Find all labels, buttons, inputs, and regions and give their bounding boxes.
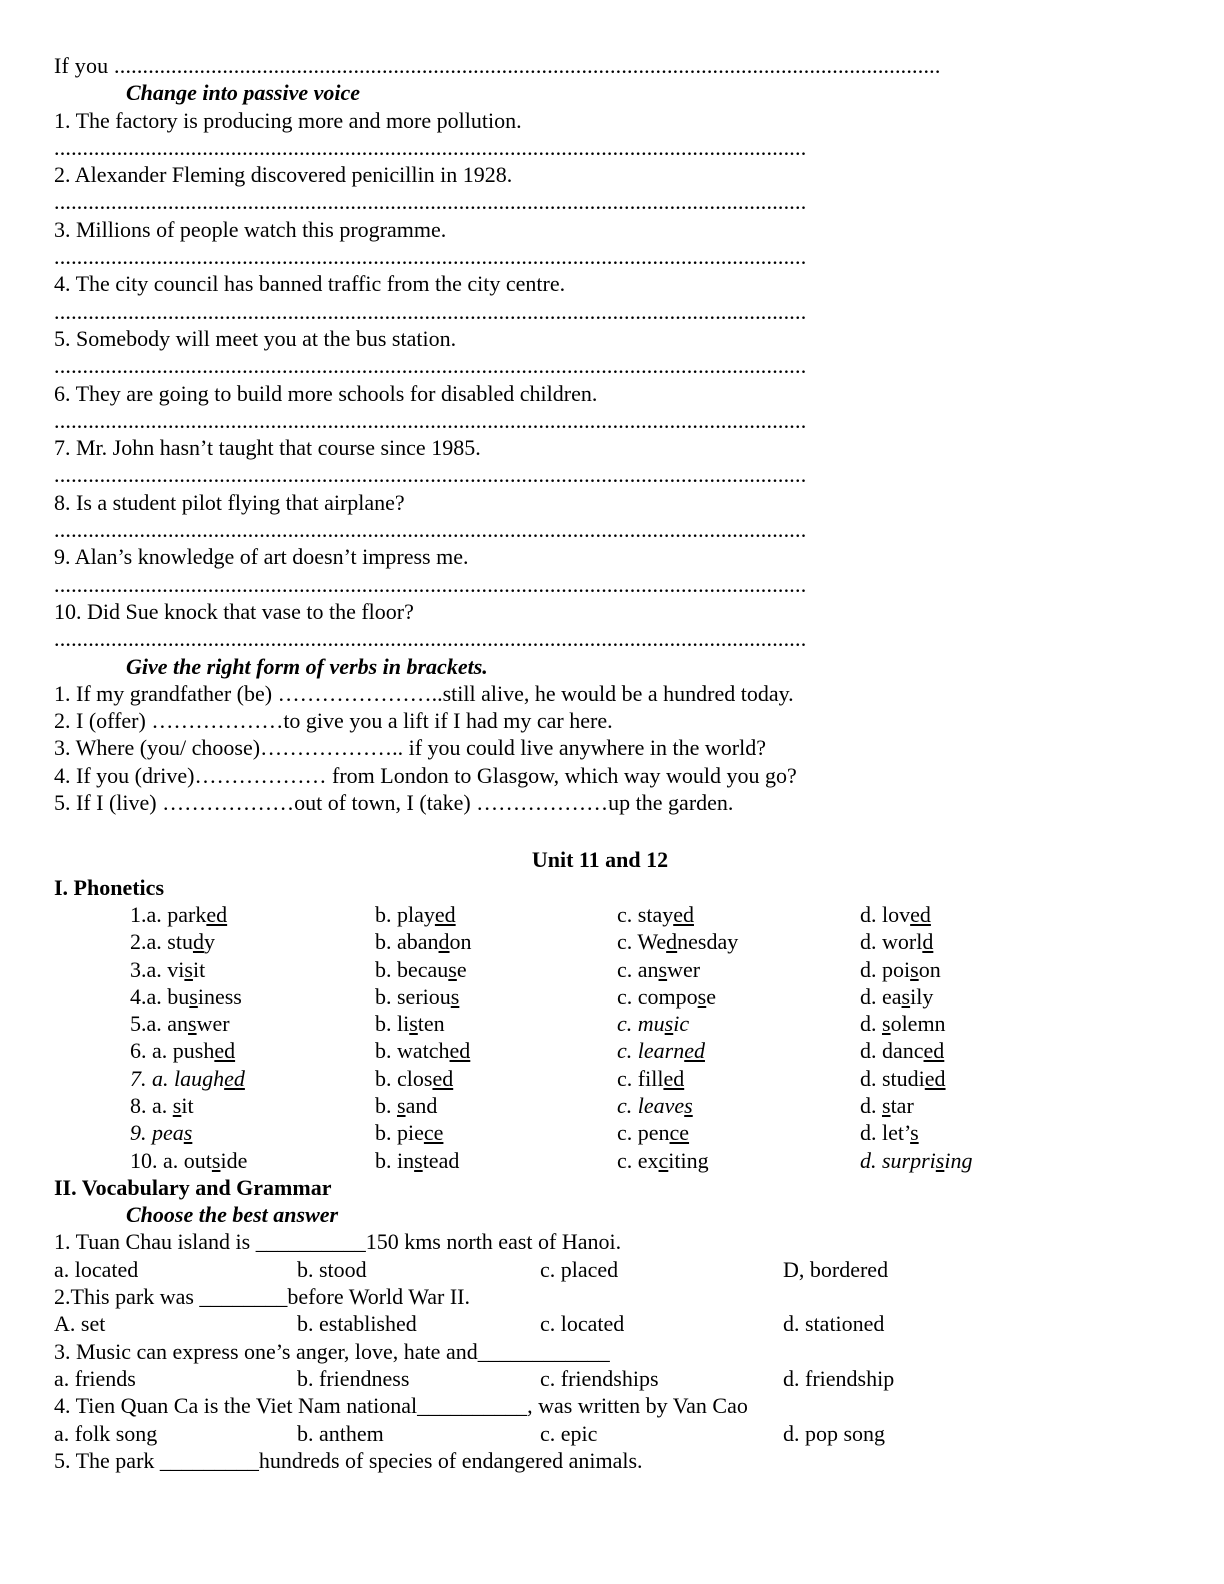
answer-options-row	[54, 1256, 1174, 1283]
phonetics-row	[54, 1092, 1174, 1119]
underlined-sound: s	[882, 1092, 891, 1118]
unit-title: Unit 11 and 12	[531, 847, 669, 873]
phonetics-option	[375, 901, 456, 928]
phonetics-option	[617, 1065, 684, 1092]
phonetics-option	[617, 901, 694, 928]
phonetics-option	[375, 1119, 443, 1146]
phonetics-option	[860, 901, 931, 928]
underlined-sound: ed	[684, 1038, 705, 1064]
option-text: c. compo	[617, 983, 698, 1009]
phonetics-row	[54, 901, 1174, 928]
underlined-sound: ed	[924, 1065, 946, 1091]
phonetics-row	[54, 1119, 1174, 1146]
option-text: ide	[220, 1147, 248, 1173]
answer-option[interactable]: a. located	[54, 1256, 139, 1282]
passive-answer-line[interactable]: ....................................................................................................................................	[54, 462, 807, 488]
answer-options-row	[54, 1365, 1174, 1392]
verb-item: 3. Where (you/ choose)……………….. if you could live anywhere in the world?	[54, 735, 766, 761]
passive-answer-line[interactable]: ....................................................................................................................................	[54, 626, 807, 652]
passive-item: 7. Mr. John hasn’t taught that course since 1985.	[54, 435, 481, 461]
question-text: 4. Tien Quan Ca is the Viet Nam national__________, was written by Van Cao	[54, 1393, 748, 1419]
vocab-list	[54, 1228, 1174, 1474]
option-text: c. an	[617, 956, 659, 982]
option-text: 6. a. push	[130, 1038, 215, 1064]
option-text: tar	[890, 1092, 914, 1118]
option-text: b. pie	[375, 1120, 424, 1146]
answer-options-row	[54, 1420, 1174, 1447]
vocab-subheading: Choose the best answer	[126, 1202, 339, 1228]
passive-heading: Change into passive voice	[126, 80, 361, 106]
underlined-sound: s	[409, 1011, 418, 1037]
option-text: and	[405, 1092, 438, 1118]
passive-answer-line[interactable]: ....................................................................................................................................	[54, 189, 807, 215]
option-text: d. surpri	[860, 1147, 936, 1173]
underlined-sound: s	[414, 1147, 423, 1173]
underlined-sound: s	[901, 983, 911, 1009]
underlined-sound: s	[188, 1011, 197, 1037]
answer-option[interactable]: c. epic	[540, 1420, 598, 1446]
verb-item: 2. I (offer) ………………to give you a lift if I had my car here.	[54, 708, 613, 734]
option-text: e	[706, 983, 716, 1009]
answer-option[interactable]: d. pop song	[783, 1420, 886, 1446]
passive-answer-line[interactable]: ....................................................................................................................................	[54, 298, 807, 324]
verb-item: 4. If you (drive)……………… from London to Glasgow, which way would you go?	[54, 762, 797, 788]
option-text: d.	[860, 1011, 882, 1037]
passive-answer-line[interactable]: ....................................................................................................................................	[54, 353, 807, 379]
option-text: nesday	[677, 929, 739, 955]
option-text: ily	[910, 983, 934, 1009]
option-text: 2.a. stu	[130, 929, 193, 955]
phonetics-option	[130, 1092, 194, 1119]
phonetics-option	[617, 1037, 705, 1064]
verbs-heading: Give the right form of verbs in brackets.	[126, 653, 488, 679]
phonetics-option	[130, 1010, 230, 1037]
option-text: b. becau	[375, 956, 449, 982]
option-text: 7. a. laugh	[130, 1065, 225, 1091]
phonetics-option	[130, 1065, 245, 1092]
underlined-sound: ed	[673, 901, 694, 927]
option-text: c. ex	[617, 1147, 659, 1173]
answer-options-row	[54, 1310, 1174, 1337]
phonetics-option	[860, 1065, 946, 1092]
option-text: c. pen	[617, 1120, 670, 1146]
phonetics-option	[617, 1010, 689, 1037]
underlined-sound: s	[882, 1011, 891, 1037]
underlined-sound: s	[658, 956, 668, 982]
answer-option[interactable]: b. anthem	[297, 1420, 384, 1446]
option-text: 3.a. vi	[130, 956, 185, 982]
option-text: b. li	[375, 1011, 410, 1037]
answer-option[interactable]: b. established	[297, 1311, 417, 1337]
answer-option[interactable]: b. stood	[297, 1256, 367, 1282]
passive-item: 10. Did Sue knock that vase to the floor?	[54, 598, 414, 624]
option-text: 4.a. bu	[130, 983, 190, 1009]
underlined-sound: c	[658, 1147, 669, 1173]
underlined-sound: d	[192, 929, 204, 955]
option-text: 1.a. park	[130, 901, 207, 927]
option-text: 10. a. out	[130, 1147, 212, 1173]
answer-option[interactable]: c. friendships	[540, 1365, 659, 1391]
underlined-sound: s	[448, 956, 457, 982]
option-text: ing	[944, 1147, 973, 1173]
underlined-sound: s	[910, 956, 919, 982]
underlined-sound: ce	[669, 1120, 690, 1146]
phonetics-option	[860, 928, 933, 955]
option-text: ten	[417, 1011, 445, 1037]
worksheet-page	[54, 52, 1174, 1474]
phonetics-option	[375, 956, 467, 983]
option-text: c. stay	[617, 901, 674, 927]
phonetics-row	[54, 956, 1174, 983]
passive-answer-line[interactable]: ....................................................................................................................................	[54, 134, 807, 160]
answer-option[interactable]: c. located	[540, 1311, 625, 1337]
underlined-sound: s	[184, 956, 193, 982]
phonetics-option	[617, 956, 700, 983]
phonetics-option	[130, 928, 215, 955]
underlined-sound: d	[922, 929, 934, 955]
phonetics-option	[130, 1037, 235, 1064]
phonetics-option	[130, 956, 205, 983]
option-text: b. watch	[375, 1038, 450, 1064]
phonetics-option	[375, 1065, 453, 1092]
vocab-heading: II. Vocabulary and Grammar	[54, 1174, 332, 1200]
underlined-sound: ed	[663, 1065, 685, 1091]
phonetics-row	[54, 983, 1174, 1010]
option-text: b. seriou	[375, 983, 451, 1009]
option-text: d.	[860, 1092, 882, 1118]
option-text: c. leave	[617, 1092, 685, 1118]
underlined-sound: s	[183, 1120, 193, 1146]
passive-item: 2. Alexander Fleming discovered penicillin in 1928.	[54, 162, 513, 188]
phonetics-option	[375, 1037, 470, 1064]
phonetics-option	[375, 1147, 459, 1174]
underlined-sound: ce	[423, 1120, 444, 1146]
option-text: wer	[667, 956, 701, 982]
phonetics-row	[54, 1037, 1174, 1064]
answer-option[interactable]: a. folk song	[54, 1420, 158, 1446]
option-text: d. poi	[860, 956, 911, 982]
phonetics-row	[54, 1147, 1174, 1174]
answer-option[interactable]: D, bordered	[783, 1256, 889, 1282]
underlined-sound: s	[684, 1092, 693, 1118]
option-text: b.	[375, 1092, 397, 1118]
phonetics-heading: I. Phonetics	[54, 874, 164, 900]
underlined-sound: s	[664, 1011, 674, 1037]
phonetics-option	[617, 983, 716, 1010]
answer-option[interactable]: c. placed	[540, 1256, 619, 1282]
question-text: 2.This park was ________before World War II.	[54, 1284, 470, 1310]
option-text: y	[203, 929, 215, 955]
option-text: e	[456, 956, 467, 982]
option-text: d. worl	[860, 929, 923, 955]
underlined-sound: s	[397, 1092, 406, 1118]
underlined-sound: s	[450, 983, 460, 1009]
answer-option[interactable]: d. stationed	[783, 1311, 885, 1337]
underlined-sound: s	[697, 983, 707, 1009]
answer-option[interactable]: b. friendness	[297, 1365, 410, 1391]
underlined-sound: d	[438, 929, 450, 955]
option-text: 5.a. an	[130, 1011, 189, 1037]
option-text: d. danc	[860, 1038, 924, 1064]
phonetics-option	[860, 1092, 914, 1119]
underlined-sound: ed	[206, 901, 228, 927]
phonetics-row	[54, 1010, 1174, 1037]
option-text: d. ea	[860, 983, 902, 1009]
passive-item: 1. The factory is producing more and more pollution.	[54, 107, 522, 133]
underlined-sound: s	[189, 983, 198, 1009]
phonetics-option	[860, 1147, 972, 1174]
passive-item: 4. The city council has banned traffic from the city centre.	[54, 271, 566, 297]
option-text: c. learn	[617, 1038, 685, 1064]
phonetics-option	[130, 1147, 247, 1174]
phonetics-option	[617, 1119, 689, 1146]
option-text: iting	[668, 1147, 709, 1173]
passive-item: 6. They are going to build more schools for disabled children.	[54, 380, 598, 406]
underlined-sound: ed	[432, 1065, 454, 1091]
passive-answer-line[interactable]: ....................................................................................................................................	[54, 407, 807, 433]
option-text: b. play	[375, 901, 435, 927]
passive-answer-line[interactable]: ....................................................................................................................................	[54, 244, 807, 270]
verbs-list	[54, 680, 1174, 816]
passive-answer-line[interactable]: ....................................................................................................................................	[54, 571, 807, 597]
option-text: olemn	[890, 1011, 946, 1037]
answer-option[interactable]: d. friendship	[783, 1365, 895, 1391]
phonetics-option	[860, 1119, 919, 1146]
passive-item: 9. Alan’s knowledge of art doesn’t impress me.	[54, 544, 469, 570]
option-text: b. aban	[375, 929, 439, 955]
underlined-sound: s	[172, 1092, 182, 1118]
option-text: c. We	[617, 929, 667, 955]
verb-item: 5. If I (live) ………………out of town, I (take) ………………up the garden.	[54, 790, 734, 816]
passive-list	[54, 107, 1174, 653]
option-text: it	[181, 1092, 194, 1118]
option-text: d. let’	[860, 1120, 911, 1146]
option-text: c. fill	[617, 1065, 664, 1091]
option-text: on	[449, 929, 472, 955]
option-text: 8. a.	[130, 1092, 173, 1118]
phonetics-row	[54, 1065, 1174, 1092]
phonetics-option	[375, 1092, 437, 1119]
option-text: tead	[422, 1147, 460, 1173]
passive-item: 5. Somebody will meet you at the bus station.	[54, 325, 457, 351]
phonetics-option	[860, 983, 933, 1010]
phonetics-table	[54, 901, 1174, 1174]
phonetics-option	[617, 1092, 693, 1119]
top-answer-line: If you .................................................................................................................................................	[54, 53, 941, 78]
phonetics-option	[860, 1037, 944, 1064]
option-text: on	[918, 956, 941, 982]
question-text: 1. Tuan Chau island is __________150 kms north east of Hanoi.	[54, 1229, 622, 1255]
option-text: c. mu	[617, 1011, 665, 1037]
underlined-sound: ed	[434, 901, 456, 927]
answer-option[interactable]: A. set	[54, 1311, 106, 1337]
option-text: d. studi	[860, 1065, 925, 1091]
underlined-sound: ed	[449, 1038, 471, 1064]
phonetics-row	[54, 928, 1174, 955]
option-text: ic	[673, 1011, 690, 1037]
passive-answer-line[interactable]: ....................................................................................................................................	[54, 517, 807, 543]
option-text: 9. pea	[130, 1120, 184, 1146]
phonetics-option	[375, 1010, 445, 1037]
option-text: b. in	[375, 1147, 415, 1173]
underlined-sound: s	[910, 1120, 919, 1146]
option-text: wer	[196, 1011, 230, 1037]
question-text: 3. Music can express one’s anger, love, hate and____________	[54, 1338, 610, 1364]
question-text: 5. The park _________hundreds of species of endangered animals.	[54, 1447, 643, 1473]
phonetics-option	[860, 1010, 946, 1037]
phonetics-option	[860, 956, 941, 983]
option-text: it	[192, 956, 206, 982]
phonetics-option	[375, 928, 472, 955]
verb-item: 1. If my grandfather (be) …………………..still alive, he would be a hundred today.	[54, 680, 794, 706]
underlined-sound: s	[935, 1147, 945, 1173]
phonetics-option	[130, 901, 227, 928]
phonetics-option	[375, 983, 459, 1010]
underlined-sound: ed	[923, 1038, 945, 1064]
option-text: iness	[197, 983, 242, 1009]
phonetics-option	[617, 928, 738, 955]
underlined-sound: ed	[224, 1065, 245, 1091]
underlined-sound: s	[211, 1147, 221, 1173]
underlined-sound: ed	[910, 901, 931, 927]
answer-option[interactable]: a. friends	[54, 1365, 136, 1391]
option-text: b. clos	[375, 1065, 433, 1091]
underlined-sound: d	[666, 929, 678, 955]
phonetics-option	[130, 983, 242, 1010]
passive-item: 3. Millions of people watch this programme.	[54, 216, 447, 242]
phonetics-option	[617, 1147, 709, 1174]
phonetics-option	[130, 1119, 192, 1146]
underlined-sound: ed	[214, 1038, 236, 1064]
option-text: d. lov	[860, 901, 911, 927]
passive-item: 8. Is a student pilot flying that airplane?	[54, 489, 405, 515]
